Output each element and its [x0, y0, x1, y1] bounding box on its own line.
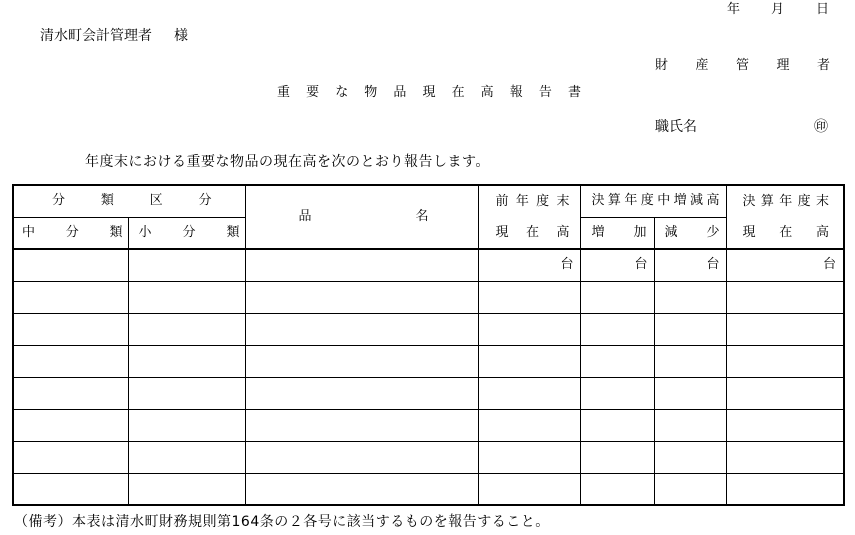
date-day-label: 日 — [816, 2, 830, 17]
year-end-cell — [726, 473, 844, 505]
seal-mark: ㊞ — [814, 119, 828, 135]
year-end-label-line1-char: 決 — [742, 193, 756, 209]
document-title-char: 告 — [538, 85, 552, 100]
unit-label: 台 — [634, 257, 648, 273]
small-class-cell — [128, 313, 245, 345]
increase-cell — [580, 313, 654, 345]
change-during-year-header — [580, 185, 726, 217]
small-class-cell — [128, 345, 245, 377]
change-during-year-label-char: 増 — [673, 193, 687, 209]
year-end-label-line1-char: 度 — [797, 193, 811, 209]
decrease-cell — [654, 473, 726, 505]
sender-title-char: 管 — [735, 58, 749, 73]
item-name-cell — [245, 281, 478, 313]
middle-class-cell — [13, 377, 128, 409]
year-end-header — [726, 185, 844, 249]
table-body — [13, 249, 844, 505]
table-row — [13, 249, 844, 281]
prev-year-end-label-line1-char: 前 — [495, 193, 509, 209]
year-end-cell — [726, 409, 844, 441]
sender-title — [655, 58, 830, 74]
year-end-cell — [726, 377, 844, 409]
classification-label-char: 類 — [100, 193, 114, 209]
prev-year-end-cell — [478, 249, 580, 281]
table-row — [13, 441, 844, 473]
table-row — [13, 313, 844, 345]
change-during-year-label-char: 決 — [591, 193, 605, 209]
year-end-cell — [726, 249, 844, 281]
decrease-cell — [654, 345, 726, 377]
year-end-label-line1-char: 年 — [779, 193, 793, 209]
table-row — [13, 345, 844, 377]
header-row-1 — [13, 185, 844, 217]
middle-class-header — [13, 217, 128, 249]
year-end-cell — [726, 345, 844, 377]
small-class-cell — [128, 377, 245, 409]
change-during-year-label-char: 中 — [657, 193, 671, 209]
item-name-cell — [245, 313, 478, 345]
increase-label-char: 増 — [591, 224, 605, 240]
year-end-label-line2-char: 高 — [815, 224, 829, 240]
middle-class-label — [14, 225, 128, 241]
table-row — [13, 377, 844, 409]
year-end-label-line2 — [727, 217, 844, 248]
small-class-cell — [128, 473, 245, 505]
small-class-label-char: 小 — [138, 224, 152, 240]
decrease-header — [654, 217, 726, 249]
small-class-label-char: 分 — [182, 224, 196, 240]
year-end-label-line1 — [727, 186, 844, 217]
decrease-cell — [654, 281, 726, 313]
decrease-label-char: 少 — [706, 224, 720, 240]
decrease-cell — [654, 441, 726, 473]
decrease-label — [655, 225, 726, 241]
addressee-honorific: 様 — [174, 28, 188, 44]
prev-year-end-cell — [478, 313, 580, 345]
year-end-label-line1-char: 算 — [760, 193, 774, 209]
item-name-label — [246, 209, 478, 225]
prev-year-end-label-line2-char: 現 — [495, 224, 509, 240]
classification-label-char: 分 — [52, 193, 66, 209]
increase-label-char: 加 — [633, 224, 647, 240]
document-title-char: 高 — [480, 85, 494, 100]
document-title-char: 書 — [567, 85, 581, 100]
prev-year-end-cell — [478, 345, 580, 377]
middle-class-cell — [13, 409, 128, 441]
year-end-label-line2-char: 在 — [779, 224, 793, 240]
small-class-cell — [128, 281, 245, 313]
year-end-label-line1-char: 末 — [815, 193, 829, 209]
intro-text: 年度末における重要な物品の現在高を次のとおり報告します。 — [85, 154, 490, 170]
item-name-cell — [245, 377, 478, 409]
decrease-cell — [654, 249, 726, 281]
prev-year-end-label-line2 — [479, 217, 580, 248]
year-end-cell — [726, 441, 844, 473]
increase-cell — [580, 281, 654, 313]
unit-label: 台 — [822, 257, 836, 273]
document-title-char: 品 — [393, 85, 407, 100]
document-title-char: 重 — [277, 85, 291, 100]
prev-year-end-label-line1-char: 年 — [515, 193, 529, 209]
classification-label-char: 区 — [149, 193, 163, 209]
document-title-char: 現 — [422, 85, 436, 100]
addressee-name: 清水町会計管理者 — [40, 28, 152, 44]
middle-class-cell — [13, 441, 128, 473]
middle-class-cell — [13, 345, 128, 377]
increase-cell — [580, 473, 654, 505]
increase-cell — [580, 409, 654, 441]
report-table — [12, 184, 845, 506]
small-class-label — [129, 225, 245, 241]
prev-year-end-label-line1-char: 末 — [556, 193, 570, 209]
table-header — [13, 185, 844, 249]
document-title-char: 物 — [364, 85, 378, 100]
change-during-year-label-char: 年 — [624, 193, 638, 209]
year-end-cell — [726, 313, 844, 345]
name-label: 職氏名 — [655, 119, 697, 135]
date-year-label: 年 — [727, 2, 741, 17]
item-name-label-char: 品 — [298, 209, 312, 224]
decrease-cell — [654, 409, 726, 441]
middle-class-label-char: 中 — [22, 224, 36, 240]
item-name-header — [245, 185, 478, 249]
small-class-cell — [128, 249, 245, 281]
middle-class-label-char: 類 — [109, 224, 123, 240]
small-class-cell — [128, 441, 245, 473]
prev-year-end-label-line1-char: 度 — [536, 193, 550, 209]
item-name-cell — [245, 441, 478, 473]
date-month-label: 月 — [771, 2, 785, 17]
decrease-label-char: 減 — [664, 224, 678, 240]
decrease-cell — [654, 313, 726, 345]
document-title — [277, 85, 581, 101]
table-row — [13, 281, 844, 313]
decrease-cell — [654, 377, 726, 409]
item-name-cell — [245, 473, 478, 505]
prev-year-end-cell — [478, 441, 580, 473]
prev-year-end-label-line2-char: 在 — [525, 224, 539, 240]
classification-label-char: 分 — [198, 193, 212, 209]
increase-cell — [580, 345, 654, 377]
middle-class-cell — [13, 473, 128, 505]
change-during-year-label-char: 算 — [607, 193, 621, 209]
increase-cell — [580, 441, 654, 473]
classification-label — [14, 193, 245, 209]
small-class-cell — [128, 409, 245, 441]
remarks-note: （備考）本表は清水町財務規則第164条の２各号に該当するものを報告すること。 — [14, 514, 550, 530]
document-title-char: 報 — [509, 85, 523, 100]
middle-class-cell — [13, 313, 128, 345]
prev-year-end-label-line2-char: 高 — [556, 224, 570, 240]
document-title-char: 在 — [451, 85, 465, 100]
increase-header — [580, 217, 654, 249]
sender-title-char: 理 — [776, 58, 790, 73]
unit-label: 台 — [706, 257, 720, 273]
prev-year-end-cell — [478, 377, 580, 409]
increase-label — [581, 225, 654, 241]
small-class-header — [128, 217, 245, 249]
middle-class-label-char: 分 — [65, 224, 79, 240]
prev-year-end-header — [478, 185, 580, 249]
increase-cell — [580, 249, 654, 281]
table-row — [13, 409, 844, 441]
prev-year-end-label-line1 — [479, 186, 580, 217]
change-during-year-label-char: 高 — [706, 193, 720, 209]
change-during-year-label-char: 減 — [690, 193, 704, 209]
item-name-cell — [245, 409, 478, 441]
increase-cell — [580, 377, 654, 409]
classification-header — [13, 185, 245, 217]
prev-year-end-cell — [478, 281, 580, 313]
prev-year-end-cell — [478, 409, 580, 441]
year-end-label-line2-char: 現 — [742, 224, 756, 240]
change-during-year-label-char: 度 — [640, 193, 654, 209]
small-class-label-char: 類 — [226, 224, 240, 240]
item-name-cell — [245, 249, 478, 281]
document-title-char: な — [335, 85, 349, 100]
sender-title-char: 産 — [695, 58, 709, 73]
document-title-char: 要 — [306, 85, 320, 100]
item-name-cell — [245, 345, 478, 377]
sender-title-char: 者 — [816, 58, 830, 73]
middle-class-cell — [13, 249, 128, 281]
prev-year-end-cell — [478, 473, 580, 505]
middle-class-cell — [13, 281, 128, 313]
item-name-label-char: 名 — [415, 209, 429, 224]
table-row — [13, 473, 844, 505]
change-during-year-label — [581, 193, 726, 209]
unit-label: 台 — [560, 257, 574, 273]
sender-title-char: 財 — [655, 58, 669, 73]
year-end-cell — [726, 281, 844, 313]
